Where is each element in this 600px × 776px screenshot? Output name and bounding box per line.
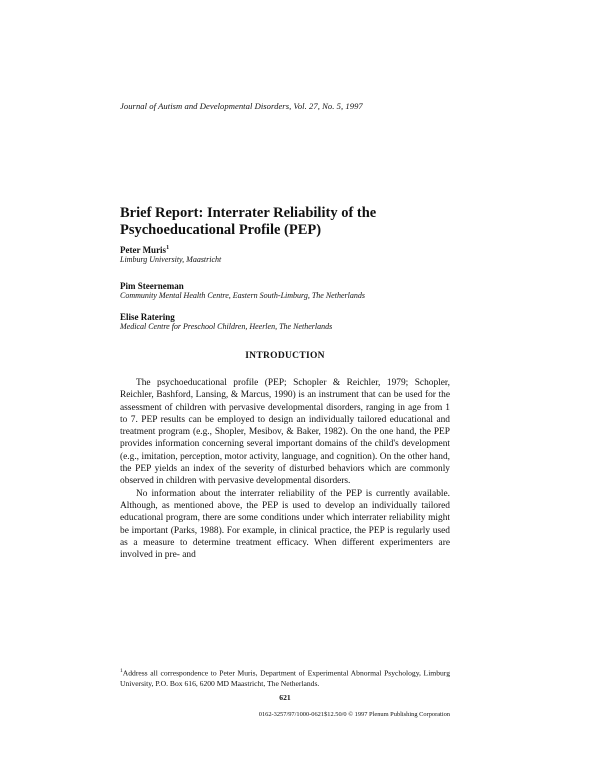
author-name: Elise Ratering: [120, 312, 175, 322]
page-number: 621: [279, 693, 291, 702]
author-block: [120, 245, 221, 264]
author-block: [120, 312, 332, 331]
author-affiliation: Community Mental Health Centre, Eastern South-Limburg, The Netherlands: [120, 291, 365, 300]
copyright-line: 0162-3257/97/1000-0621$12.50/0 © 1997 Plenum Publishing Corporation: [258, 711, 450, 718]
section-heading: INTRODUCTION: [245, 351, 325, 361]
author-affiliation: Limburg University, Maastricht: [120, 255, 222, 264]
footnote-text: Address all correspondence to Peter Muris, Department of Experimental Abnormal Psychology, Limburg University, P.O. Box 616, 6200 MD Maastricht, The Netherlands.: [120, 668, 450, 688]
correspondence-footnote: [120, 666, 450, 689]
journal-citation: Journal of Autism and Developmental Disorders, Vol. 27, No. 5, 1997: [120, 101, 363, 111]
author-name: Peter Muris$^1$: [120, 245, 170, 255]
body-text: [120, 377, 450, 561]
author-name: Pim Steerneman: [120, 281, 184, 291]
article-title: Brief Report: Interrater Reliability of the Psychoeducational Profile (PEP): [120, 205, 377, 238]
footnote-marker: 1: [166, 245, 170, 251]
paragraph: The psychoeducational profile (PEP; Schopler & Reichler, 1979; Schopler, Reichler, Bashford, Lansing, & Marcus, 1990) is an instrument that can be used for the assessment of children with pervasive developmental disorders, ranging in age from 1 to 7. PEP results can be employed to design an individually tailored educational and treatment program (e.g., Shopler, Mesibov, & Baker, 1982). On the one hand, the PEP provides information concerning several important domains of the child's development (e.g., imitation, perception, motor activity, language, and cognition). On the other hand, the PEP yields an index of the severity of disturbed behaviors which are commonly observed in children with pervasive developmental disorders.: [120, 378, 450, 487]
footnote-marker: 1: [120, 668, 123, 674]
paragraph: No information about the interrater reliability of the PEP is currently available. Although, as mentioned above, the PEP is used to develop an individually tailored educational program, there are some conditions under which interrater reliability might be important (Parks, 1988). For example, in clinical practice, the PEP is regularly used as a measure to determine treatment efficacy. When different experimenters are involved in pre- and: [120, 488, 450, 561]
author-block: [120, 281, 365, 300]
author-affiliation: Medical Centre for Preschool Children, Heerlen, The Netherlands: [120, 322, 333, 331]
